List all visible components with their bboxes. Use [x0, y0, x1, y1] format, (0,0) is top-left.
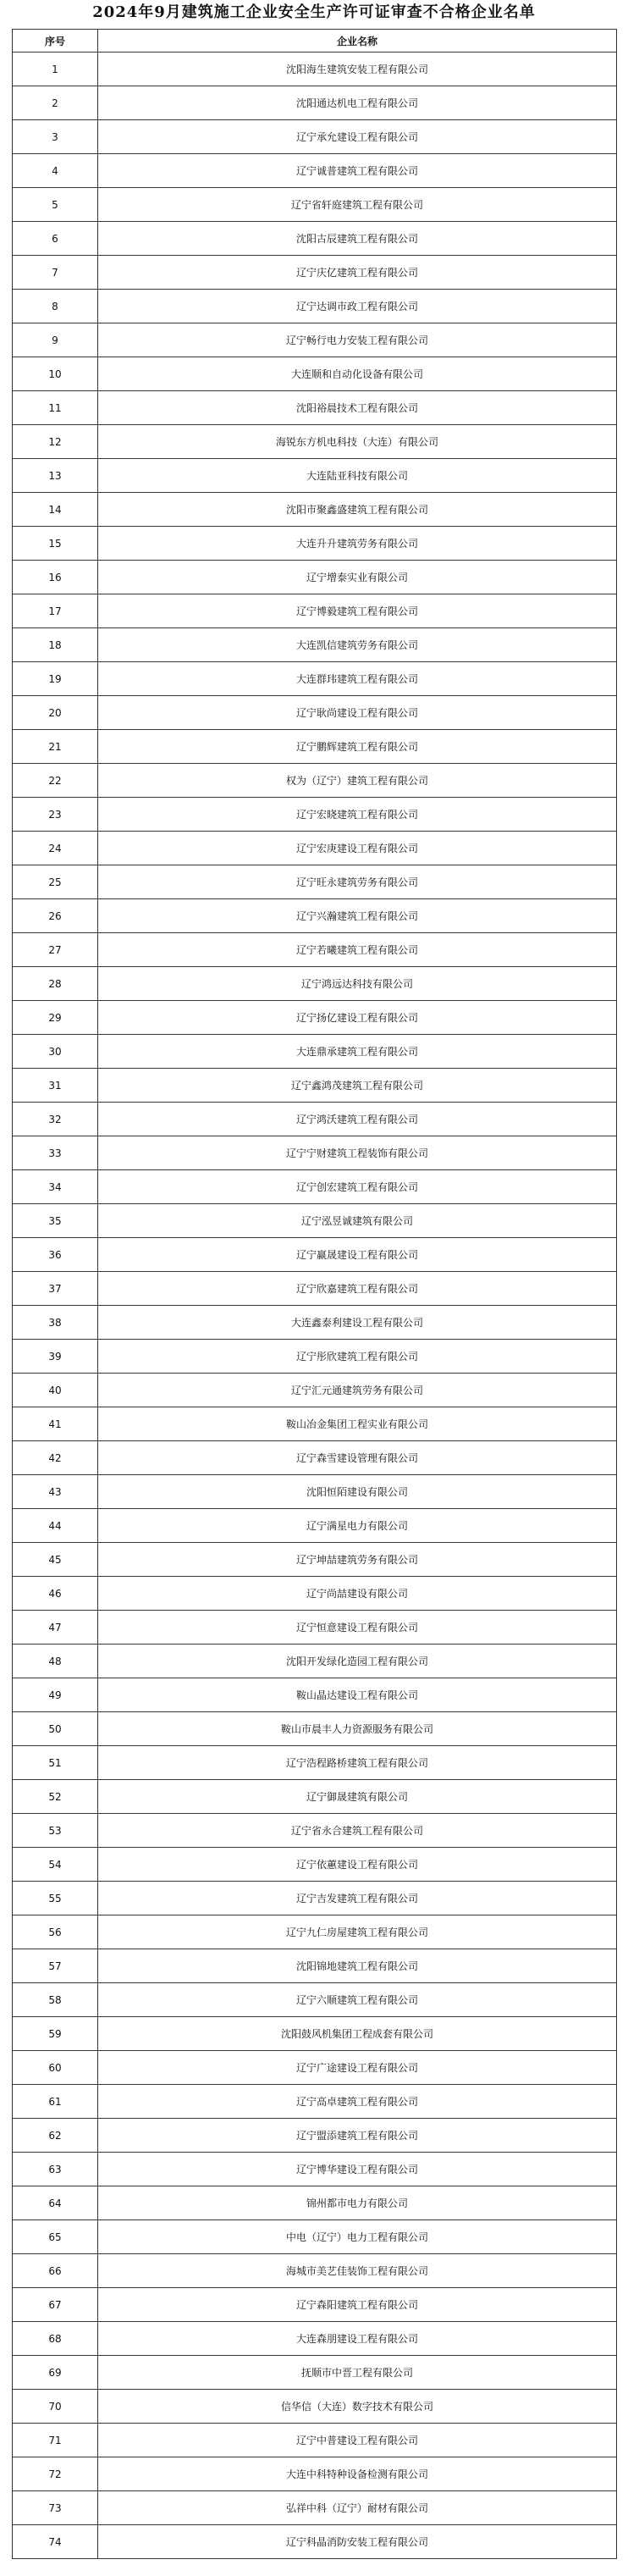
serial-number-cell: 15 [13, 527, 98, 561]
company-name-cell: 辽宁吉发建筑工程有限公司 [98, 1882, 617, 1915]
company-name-cell: 辽宁欣嘉建筑工程有限公司 [98, 1272, 617, 1306]
company-name-cell: 辽宁彤欣建筑工程有限公司 [98, 1340, 617, 1374]
serial-number-cell: 45 [13, 1543, 98, 1577]
table-row [13, 730, 617, 764]
company-name-cell: 辽宁九仁房屋建筑工程有限公司 [98, 1915, 617, 1949]
table-row [13, 899, 617, 933]
company-name-cell: 辽宁增泰实业有限公司 [98, 561, 617, 594]
company-name-cell: 辽宁扬亿建设工程有限公司 [98, 1001, 617, 1035]
serial-number-cell: 48 [13, 1645, 98, 1678]
table-row [13, 865, 617, 899]
serial-number-cell: 23 [13, 798, 98, 832]
serial-number-cell: 34 [13, 1170, 98, 1204]
table-row [13, 493, 617, 527]
table-row [13, 764, 617, 798]
serial-number-cell: 10 [13, 357, 98, 391]
company-name-cell: 辽宁浩程路桥建筑工程有限公司 [98, 1746, 617, 1780]
company-name-cell: 辽宁汇元通建筑劳务有限公司 [98, 1374, 617, 1407]
serial-number-cell: 18 [13, 628, 98, 662]
serial-number-cell: 14 [13, 493, 98, 527]
table-row [13, 1509, 617, 1543]
header-serial-number: 序号 [13, 30, 98, 53]
company-name-cell: 辽宁鸿远达科技有限公司 [98, 967, 617, 1001]
company-name-cell: 沈阳通达机电工程有限公司 [98, 86, 617, 120]
table-row [13, 696, 617, 730]
table-row [13, 1306, 617, 1340]
table-row [13, 1103, 617, 1136]
table-row [13, 1983, 617, 2017]
company-name-cell: 大连凯信建筑劳务有限公司 [98, 628, 617, 662]
serial-number-cell: 27 [13, 933, 98, 967]
table-row [13, 459, 617, 493]
company-name-cell: 鞍山市晨丰人力资源服务有限公司 [98, 1712, 617, 1746]
table-row [13, 1204, 617, 1238]
table-body [13, 53, 617, 2559]
table-row [13, 1543, 617, 1577]
table-row [13, 1746, 617, 1780]
header-company-name: 企业名称 [98, 30, 617, 53]
table-row [13, 1848, 617, 1882]
table-row [13, 222, 617, 256]
company-name-cell: 鞍山晶达建设工程有限公司 [98, 1678, 617, 1712]
table-row [13, 628, 617, 662]
serial-number-cell: 56 [13, 1915, 98, 1949]
serial-number-cell: 12 [13, 425, 98, 459]
company-name-cell: 鞍山冶金集团工程实业有限公司 [98, 1407, 617, 1441]
company-name-cell: 沈阳裕晨技术工程有限公司 [98, 391, 617, 425]
table-row [13, 1374, 617, 1407]
table-row [13, 2254, 617, 2288]
company-name-cell: 大连陆亚科技有限公司 [98, 459, 617, 493]
serial-number-cell: 22 [13, 764, 98, 798]
serial-number-cell: 25 [13, 865, 98, 899]
table-row [13, 1611, 617, 1645]
serial-number-cell: 5 [13, 188, 98, 222]
serial-number-cell: 41 [13, 1407, 98, 1441]
serial-number-cell: 8 [13, 290, 98, 323]
serial-number-cell: 4 [13, 154, 98, 188]
serial-number-cell: 38 [13, 1306, 98, 1340]
table-row [13, 662, 617, 696]
table-row [13, 1170, 617, 1204]
company-name-cell: 辽宁坤喆建筑劳务有限公司 [98, 1543, 617, 1577]
serial-number-cell: 61 [13, 2085, 98, 2119]
serial-number-cell: 68 [13, 2322, 98, 2356]
table-row [13, 527, 617, 561]
table-row [13, 1915, 617, 1949]
company-name-cell: 辽宁泓昱诚建筑有限公司 [98, 1204, 617, 1238]
serial-number-cell: 19 [13, 662, 98, 696]
serial-number-cell: 6 [13, 222, 98, 256]
company-name-cell: 中电（辽宁）电力工程有限公司 [98, 2220, 617, 2254]
company-name-cell: 辽宁达调市政工程有限公司 [98, 290, 617, 323]
company-name-cell: 大连群玮建筑工程有限公司 [98, 662, 617, 696]
serial-number-cell: 35 [13, 1204, 98, 1238]
table-row [13, 1577, 617, 1611]
serial-number-cell: 54 [13, 1848, 98, 1882]
serial-number-cell: 52 [13, 1780, 98, 1814]
serial-number-cell: 62 [13, 2119, 98, 2153]
serial-number-cell: 50 [13, 1712, 98, 1746]
serial-number-cell: 65 [13, 2220, 98, 2254]
table-row [13, 967, 617, 1001]
company-name-cell: 辽宁依蕙建设工程有限公司 [98, 1848, 617, 1882]
company-name-cell: 辽宁畅行电力安装工程有限公司 [98, 323, 617, 357]
serial-number-cell: 70 [13, 2390, 98, 2424]
serial-number-cell: 31 [13, 1069, 98, 1103]
company-name-cell: 辽宁省永合建筑工程有限公司 [98, 1814, 617, 1848]
table-row [13, 2356, 617, 2390]
serial-number-cell: 46 [13, 1577, 98, 1611]
company-name-cell: 辽宁旺永建筑劳务有限公司 [98, 865, 617, 899]
serial-number-cell: 71 [13, 2424, 98, 2457]
serial-number-cell: 30 [13, 1035, 98, 1069]
serial-number-cell: 72 [13, 2457, 98, 2491]
serial-number-cell: 29 [13, 1001, 98, 1035]
table-row [13, 1035, 617, 1069]
serial-number-cell: 7 [13, 256, 98, 290]
table-row [13, 2288, 617, 2322]
table-row [13, 53, 617, 86]
table-row [13, 1001, 617, 1035]
table-row [13, 2085, 617, 2119]
table-row [13, 2051, 617, 2085]
serial-number-cell: 3 [13, 120, 98, 154]
serial-number-cell: 32 [13, 1103, 98, 1136]
company-name-cell: 辽宁博毅建筑工程有限公司 [98, 594, 617, 628]
serial-number-cell: 21 [13, 730, 98, 764]
company-name-cell: 辽宁庆亿建筑工程有限公司 [98, 256, 617, 290]
company-name-cell: 辽宁诚普建筑工程有限公司 [98, 154, 617, 188]
company-name-cell: 辽宁耿尚建设工程有限公司 [98, 696, 617, 730]
serial-number-cell: 36 [13, 1238, 98, 1272]
company-name-cell: 辽宁赢晟建设工程有限公司 [98, 1238, 617, 1272]
table-row [13, 1238, 617, 1272]
serial-number-cell: 55 [13, 1882, 98, 1915]
company-name-cell: 大连森朋建设工程有限公司 [98, 2322, 617, 2356]
table-row [13, 391, 617, 425]
serial-number-cell: 73 [13, 2491, 98, 2525]
serial-number-cell: 63 [13, 2153, 98, 2186]
company-name-cell: 辽宁广途建设工程有限公司 [98, 2051, 617, 2085]
company-name-cell: 海城市美艺佳装饰工程有限公司 [98, 2254, 617, 2288]
company-name-cell: 沈阳恒陌建设有限公司 [98, 1475, 617, 1509]
serial-number-cell: 11 [13, 391, 98, 425]
serial-number-cell: 2 [13, 86, 98, 120]
table-row [13, 2525, 617, 2559]
document-title: 2024年9月建筑施工企业安全生产许可证审查不合格企业名单 [92, 3, 536, 21]
company-name-cell: 辽宁宏晓建筑工程有限公司 [98, 798, 617, 832]
company-name-cell: 辽宁满星电力有限公司 [98, 1509, 617, 1543]
table-row [13, 2457, 617, 2491]
table-row [13, 832, 617, 865]
company-name-cell: 辽宁创宏建筑工程有限公司 [98, 1170, 617, 1204]
serial-number-cell: 69 [13, 2356, 98, 2390]
company-name-cell: 辽宁若曦建筑工程有限公司 [98, 933, 617, 967]
serial-number-cell: 47 [13, 1611, 98, 1645]
serial-number-cell: 44 [13, 1509, 98, 1543]
table-row [13, 2491, 617, 2525]
table-row [13, 290, 617, 323]
table-row [13, 425, 617, 459]
table-row [13, 1069, 617, 1103]
table-row [13, 2186, 617, 2220]
company-name-cell: 辽宁鹏辉建筑工程有限公司 [98, 730, 617, 764]
serial-number-cell: 66 [13, 2254, 98, 2288]
table-row [13, 798, 617, 832]
company-name-cell: 辽宁博华建设工程有限公司 [98, 2153, 617, 2186]
company-name-cell: 弘祥中科（辽宁）耐材有限公司 [98, 2491, 617, 2525]
table-row [13, 1949, 617, 1983]
serial-number-cell: 67 [13, 2288, 98, 2322]
company-name-cell: 辽宁中普建设工程有限公司 [98, 2424, 617, 2457]
company-name-cell: 抚顺市中晋工程有限公司 [98, 2356, 617, 2390]
company-name-cell: 辽宁鑫鸿茂建筑工程有限公司 [98, 1069, 617, 1103]
company-name-cell: 沈阳市聚鑫盛建筑工程有限公司 [98, 493, 617, 527]
serial-number-cell: 58 [13, 1983, 98, 2017]
company-name-cell: 沈阳开发绿化造园工程有限公司 [98, 1645, 617, 1678]
table-row [13, 933, 617, 967]
serial-number-cell: 33 [13, 1136, 98, 1170]
serial-number-cell: 53 [13, 1814, 98, 1848]
table-row [13, 1136, 617, 1170]
table-row [13, 2390, 617, 2424]
serial-number-cell: 28 [13, 967, 98, 1001]
company-name-cell: 辽宁尚喆建设有限公司 [98, 1577, 617, 1611]
serial-number-cell: 16 [13, 561, 98, 594]
company-name-cell: 辽宁宏庚建设工程有限公司 [98, 832, 617, 865]
company-name-cell: 沈阳海生建筑安装工程有限公司 [98, 53, 617, 86]
serial-number-cell: 39 [13, 1340, 98, 1374]
company-name-cell: 辽宁森雪建设管理有限公司 [98, 1441, 617, 1475]
table-row [13, 1340, 617, 1374]
table-row [13, 120, 617, 154]
serial-number-cell: 20 [13, 696, 98, 730]
unqualified-companies-table [12, 29, 617, 2559]
table-row [13, 1645, 617, 1678]
company-name-cell: 大连升升建筑劳务有限公司 [98, 527, 617, 561]
company-name-cell: 沈阳鼓风机集团工程成套有限公司 [98, 2017, 617, 2051]
table-row [13, 2424, 617, 2457]
table-row [13, 1780, 617, 1814]
serial-number-cell: 64 [13, 2186, 98, 2220]
table-row [13, 357, 617, 391]
table-header-row [13, 30, 617, 53]
table-row [13, 1441, 617, 1475]
table-row [13, 561, 617, 594]
serial-number-cell: 9 [13, 323, 98, 357]
table-row [13, 1814, 617, 1848]
company-name-cell: 大连中科特种设备检测有限公司 [98, 2457, 617, 2491]
company-name-cell: 辽宁承允建设工程有限公司 [98, 120, 617, 154]
table-row [13, 1475, 617, 1509]
company-name-cell: 权为（辽宁）建筑工程有限公司 [98, 764, 617, 798]
company-name-cell: 沈阳锦地建筑工程有限公司 [98, 1949, 617, 1983]
serial-number-cell: 40 [13, 1374, 98, 1407]
table-row [13, 1407, 617, 1441]
company-name-cell: 辽宁鸿沃建筑工程有限公司 [98, 1103, 617, 1136]
serial-number-cell: 49 [13, 1678, 98, 1712]
company-name-cell: 大连顺和自动化设备有限公司 [98, 357, 617, 391]
table-row [13, 2119, 617, 2153]
serial-number-cell: 37 [13, 1272, 98, 1306]
table-row [13, 2153, 617, 2186]
company-name-cell: 辽宁森阳建筑工程有限公司 [98, 2288, 617, 2322]
table-row [13, 1272, 617, 1306]
serial-number-cell: 43 [13, 1475, 98, 1509]
table-row [13, 188, 617, 222]
serial-number-cell: 42 [13, 1441, 98, 1475]
company-name-cell: 辽宁盟添建筑工程有限公司 [98, 2119, 617, 2153]
company-name-cell: 信华信（大连）数字技术有限公司 [98, 2390, 617, 2424]
company-name-cell: 辽宁高卓建筑工程有限公司 [98, 2085, 617, 2119]
table-row [13, 154, 617, 188]
table-row [13, 2322, 617, 2356]
company-name-cell: 辽宁宁财建筑工程装饰有限公司 [98, 1136, 617, 1170]
company-name-cell: 辽宁恒意建设工程有限公司 [98, 1611, 617, 1645]
serial-number-cell: 1 [13, 53, 98, 86]
table-row [13, 2220, 617, 2254]
serial-number-cell: 13 [13, 459, 98, 493]
table-row [13, 1678, 617, 1712]
company-name-cell: 大连鑫泰利建设工程有限公司 [98, 1306, 617, 1340]
serial-number-cell: 26 [13, 899, 98, 933]
serial-number-cell: 17 [13, 594, 98, 628]
company-name-cell: 辽宁六顺建筑工程有限公司 [98, 1983, 617, 2017]
company-name-cell: 沈阳古辰建筑工程有限公司 [98, 222, 617, 256]
table-row [13, 1712, 617, 1746]
table-row [13, 86, 617, 120]
company-name-cell: 海锐东方机电科技（大连）有限公司 [98, 425, 617, 459]
company-name-cell: 辽宁兴瀚建筑工程有限公司 [98, 899, 617, 933]
serial-number-cell: 24 [13, 832, 98, 865]
serial-number-cell: 74 [13, 2525, 98, 2559]
serial-number-cell: 51 [13, 1746, 98, 1780]
company-name-cell: 辽宁御晟建筑有限公司 [98, 1780, 617, 1814]
table-row [13, 594, 617, 628]
company-name-cell: 辽宁科晶消防安装工程有限公司 [98, 2525, 617, 2559]
table-row [13, 323, 617, 357]
company-name-cell: 大连鼎承建筑工程有限公司 [98, 1035, 617, 1069]
serial-number-cell: 59 [13, 2017, 98, 2051]
serial-number-cell: 60 [13, 2051, 98, 2085]
company-name-cell: 辽宁省轩庭建筑工程有限公司 [98, 188, 617, 222]
table-row [13, 256, 617, 290]
table-row [13, 1882, 617, 1915]
serial-number-cell: 57 [13, 1949, 98, 1983]
table-row [13, 2017, 617, 2051]
company-name-cell: 锦州都市电力有限公司 [98, 2186, 617, 2220]
